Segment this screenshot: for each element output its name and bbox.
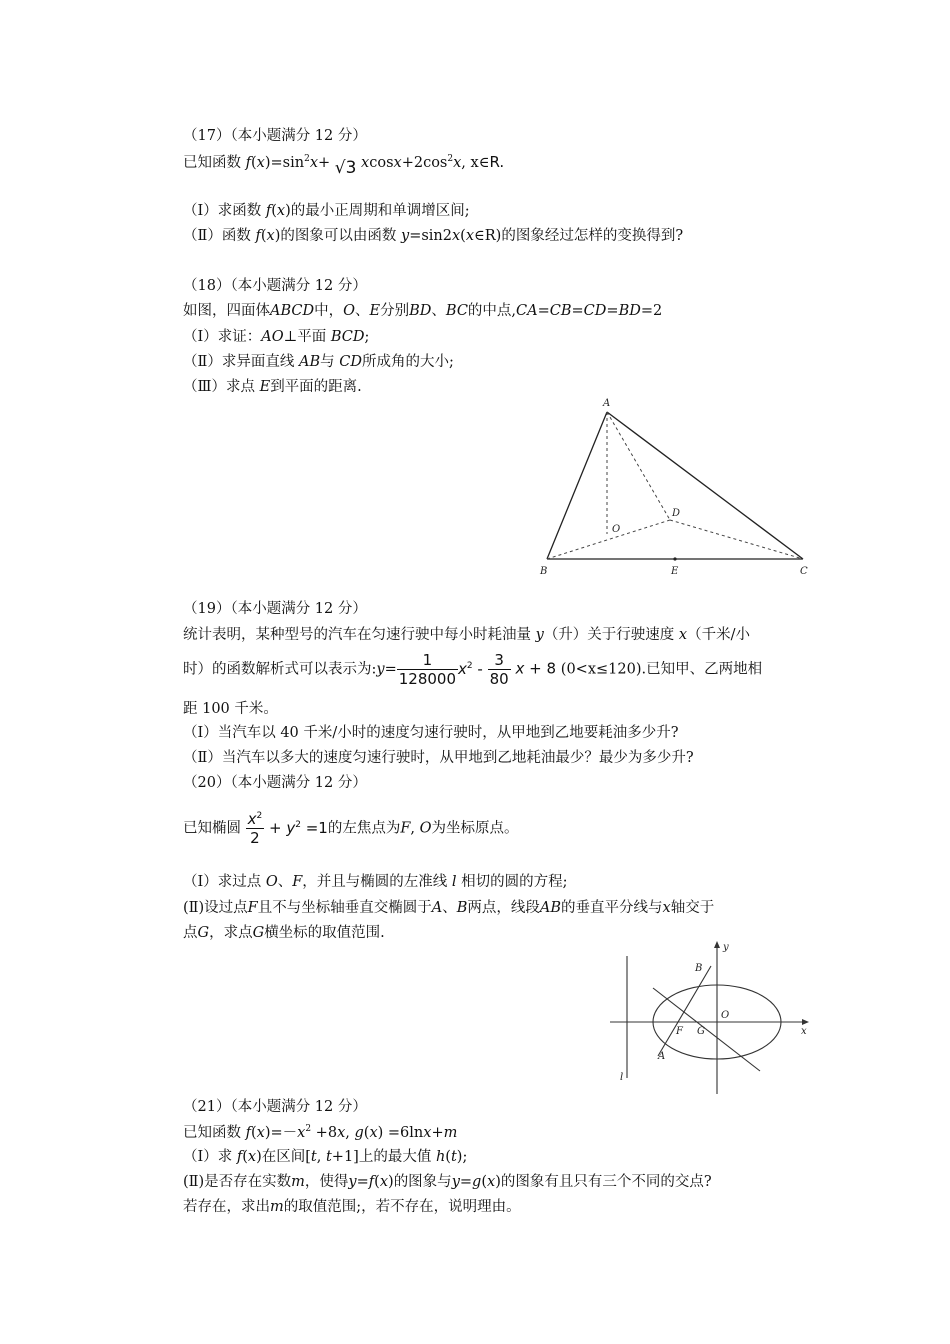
q19-part-ii: （Ⅱ）当汽车以多大的速度匀速行驶时，从甲地到乙地耗油最少？最少为多少升? — [183, 750, 694, 766]
q19-heading: （19）（本小题满分 12 分） — [183, 601, 367, 617]
q19-part-i: （Ⅰ）当汽车以 40 千米/小时的速度匀速行驶时，从甲地到乙地要耗油多少升? — [183, 725, 679, 741]
label-E: E — [671, 566, 679, 577]
label-B: B — [695, 963, 703, 974]
q19-formula-line: 时）的函数解析式可以表示为:y= $\frac{1}{128000}$ $x^2$ - $\frac{3}{80}$ x + 8 (0<x≤120).已知甲、乙两地相 — [183, 651, 763, 688]
q21-statement: 已知函数 $f(x)=-x^2 +8x$, g(x) =6lnx+m — [183, 1124, 458, 1141]
q20-part-ii-line1: (Ⅱ)设过点F且不与坐标轴垂直交椭圆于A、B两点，线段AB的垂直平分线与x轴交于 — [183, 900, 715, 916]
q18-part-i: （Ⅰ）求证：AO⊥平面 BCD; — [183, 329, 370, 345]
label-F: F — [676, 1026, 683, 1037]
q17-heading: （17）（本小题满分 12 分） — [183, 128, 367, 144]
label-O: O — [612, 524, 621, 535]
q20-part-ii-line2: 点G，求点G横坐标的取值范围. — [183, 925, 385, 941]
q17-statement: 已知函数 $f(x)=\sin^2x+ √3$ $xcosx+2\cos^2x$, x∈R. — [183, 153, 505, 178]
q21-part-ii-line2: 若存在，求出m的取值范围;，若不存在，说明理由。 — [183, 1199, 521, 1215]
ellipse-figure — [605, 938, 815, 1098]
label-B: B — [540, 566, 548, 577]
q18-part-ii: （Ⅱ）求异面直线 AB与 CD所成角的大小; — [183, 354, 454, 370]
label-x: x — [801, 1026, 807, 1037]
q19-statement-line1: 统计表明，某种型号的汽车在匀速行驶中每小时耗油量 y（升）关于行驶速度 x（千米/小 — [183, 627, 750, 643]
q19-statement-line3: 距 100 千米。 — [183, 701, 278, 717]
label-D: D — [672, 508, 681, 519]
label-A: A — [658, 1051, 666, 1062]
q21-part-ii: (Ⅱ)是否存在实数m，使得y=f(x)的图象与y=g(x)的图象有且只有三个不同的交点? — [183, 1174, 712, 1190]
label-A: A — [603, 398, 611, 409]
q18-statement: 如图，四面体ABCD中，O、E分别BD、BC的中点,CA=CB=CD=BD=2 — [183, 303, 663, 319]
label-G: G — [697, 1026, 705, 1037]
q20-part-i: （Ⅰ）求过点 O、F，并且与椭圆的左准线 l 相切的圆的方程; — [183, 874, 568, 890]
q18-heading: （18）（本小题满分 12 分） — [183, 278, 367, 294]
q21-part-i: （Ⅰ）求 f(x)在区间[t, t+1]上的最大值 h(t); — [183, 1149, 468, 1165]
q17-part-ii: （Ⅱ）函数 f(x)的图象可以由函数 y=sin2x(x∈R)的图象经过怎样的变换得到? — [183, 228, 684, 244]
q20-statement: 已知椭圆 $\frac{x^2}{2}$ + $y^2 =1$的左焦点为F, O为坐标原点。 — [183, 810, 519, 847]
q20-heading: （20）（本小题满分 12 分） — [183, 775, 367, 791]
label-y: y — [723, 942, 729, 953]
label-O: O — [721, 1010, 730, 1021]
q17-part-i: （Ⅰ）求函数 f(x)的最小正周期和单调增区间; — [183, 203, 470, 219]
label-l: l — [620, 1072, 624, 1083]
q18-part-iii: （Ⅲ）求点 E到平面的距离. — [183, 379, 362, 395]
tetrahedron-figure — [530, 392, 820, 582]
label-C: C — [800, 566, 808, 577]
q21-heading: （21）（本小题满分 12 分） — [183, 1099, 367, 1115]
